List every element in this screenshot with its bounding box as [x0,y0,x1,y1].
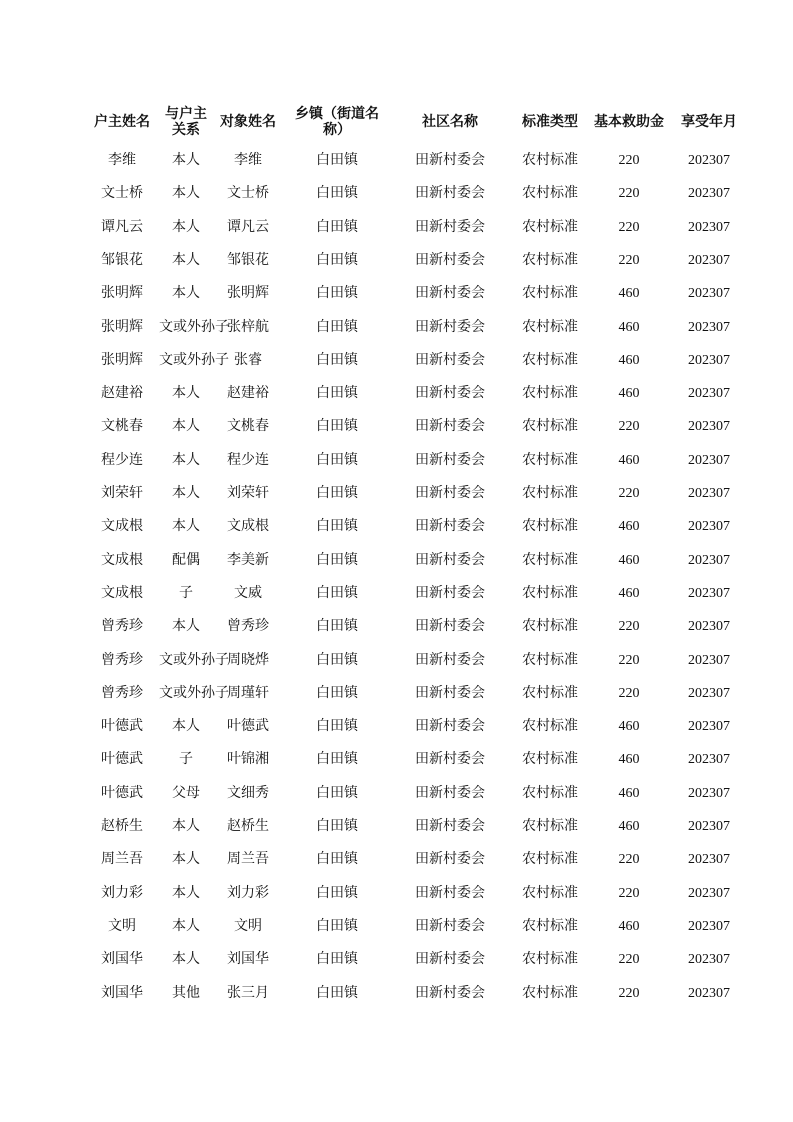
cell-community: 田新村委会 [415,285,485,302]
cell-standard-type: 农村标准 [522,884,578,901]
cell-household-head: 叶德武 [101,751,143,768]
cell-standard-type: 农村标准 [522,584,578,601]
cell-basic-assistance: 460 [618,552,640,568]
cell-period: 202307 [688,952,730,968]
cell-relation: 本人 [172,818,200,834]
cell-township: 白田镇 [316,784,358,801]
cell-relation: 本人 [172,218,200,235]
cell-relation: 本人 [172,185,200,202]
cell-township: 白田镇 [316,418,358,435]
cell-period: 202307 [688,585,730,601]
cell-recipient-name: 文细秀 [227,784,269,801]
cell-basic-assistance: 460 [618,719,640,735]
cell-basic-assistance: 460 [618,819,640,834]
cell-period: 202307 [688,685,730,701]
cell-household-head: 文成根 [101,584,143,601]
cell-relation: 本人 [172,951,200,968]
cell-community: 田新村委会 [415,385,485,402]
cell-basic-assistance: 460 [618,785,640,801]
cell-period: 202307 [688,985,730,1001]
cell-community: 田新村委会 [415,818,485,834]
cell-community: 田新村委会 [415,551,485,568]
cell-relation: 本人 [172,451,200,468]
cell-household-head: 刘国华 [101,984,143,1001]
cell-basic-assistance: 460 [618,352,640,368]
cell-household-head: 文桃春 [101,418,143,435]
cell-recipient-name: 刘荣轩 [227,485,269,501]
cell-basic-assistance: 220 [618,652,640,668]
cell-basic-assistance: 220 [618,852,640,868]
cell-community: 田新村委会 [415,518,485,535]
cell-period: 202307 [688,719,730,735]
cell-relation: 文或外孙子 [159,651,229,668]
cell-period: 202307 [688,619,730,635]
cell-basic-assistance: 220 [618,153,640,168]
cell-community: 田新村委会 [415,651,485,668]
cell-recipient-name: 张三月 [227,984,269,1001]
cell-township: 白田镇 [316,818,358,834]
cell-relation: 本人 [172,718,200,735]
cell-relation: 本人 [172,917,200,934]
cell-township: 白田镇 [316,185,358,202]
cell-recipient-name: 刘国华 [227,951,269,968]
cell-standard-type: 农村标准 [522,651,578,668]
cell-standard-type: 农村标准 [522,418,578,435]
cell-township: 白田镇 [316,618,358,635]
cell-standard-type: 农村标准 [522,718,578,735]
cell-period: 202307 [688,519,730,535]
cell-township: 白田镇 [316,451,358,468]
cell-community: 田新村委会 [415,751,485,768]
cell-recipient-name: 李美新 [227,551,269,568]
cell-basic-assistance: 220 [618,219,640,235]
cell-township: 白田镇 [316,485,358,501]
cell-recipient-name: 谭凡云 [227,218,269,235]
cell-basic-assistance: 460 [618,752,640,768]
cell-period: 202307 [688,219,730,235]
cell-township: 白田镇 [316,251,358,268]
cell-period: 202307 [688,386,730,402]
cell-township: 白田镇 [316,385,358,402]
cell-standard-type: 农村标准 [522,818,578,834]
cell-township: 白田镇 [316,851,358,868]
cell-community: 田新村委会 [415,218,485,235]
cell-recipient-name: 刘力彩 [227,884,269,901]
cell-household-head: 张明辉 [101,351,143,368]
cell-household-head: 叶德武 [101,784,143,801]
cell-township: 白田镇 [316,718,358,735]
cell-community: 田新村委会 [415,618,485,635]
cell-recipient-name: 文桃春 [227,418,269,435]
cell-recipient-name: 张梓航 [227,318,269,335]
cell-township: 白田镇 [316,984,358,1001]
cell-community: 田新村委会 [415,884,485,901]
cell-recipient-name: 张明辉 [227,285,269,302]
cell-recipient-name: 邹银花 [227,251,269,268]
cell-township: 白田镇 [316,551,358,568]
cell-township: 白田镇 [316,584,358,601]
cell-township: 白田镇 [316,518,358,535]
cell-standard-type: 农村标准 [522,185,578,202]
cell-recipient-name: 程少连 [227,451,269,468]
cell-household-head: 张明辉 [101,318,143,335]
cell-standard-type: 农村标准 [522,285,578,302]
cell-standard-type: 农村标准 [522,984,578,1001]
cell-relation: 本人 [172,385,200,402]
cell-basic-assistance: 220 [618,419,640,435]
cell-recipient-name: 叶德武 [227,718,269,735]
cell-standard-type: 农村标准 [522,518,578,535]
cell-household-head: 刘力彩 [101,884,143,901]
cell-standard-type: 农村标准 [522,618,578,635]
cell-standard-type: 农村标准 [522,451,578,468]
cell-standard-type: 农村标准 [522,684,578,701]
cell-township: 白田镇 [316,884,358,901]
cell-period: 202307 [688,852,730,868]
cell-period: 202307 [688,252,730,268]
cell-basic-assistance: 220 [618,952,640,968]
cell-period: 202307 [688,419,730,435]
cell-recipient-name: 赵建裕 [227,385,269,402]
cell-household-head: 刘国华 [101,951,143,968]
cell-recipient-name: 曾秀珍 [227,618,269,635]
cell-relation: 文或外孙子 [159,351,229,368]
cell-basic-assistance: 460 [618,386,640,402]
cell-recipient-name: 赵桥生 [227,818,269,834]
cell-relation: 文或外孙子 [159,684,229,701]
cell-recipient-name: 李维 [234,152,262,168]
cell-period: 202307 [688,752,730,768]
cell-standard-type: 农村标准 [522,551,578,568]
cell-household-head: 周兰吾 [101,851,143,868]
cell-recipient-name: 周晓烨 [227,651,269,668]
cell-township: 白田镇 [316,951,358,968]
cell-period: 202307 [688,785,730,801]
cell-relation: 本人 [172,884,200,901]
cell-basic-assistance: 460 [618,286,640,302]
cell-recipient-name: 文明 [234,917,262,934]
cell-standard-type: 农村标准 [522,951,578,968]
cell-township: 白田镇 [316,318,358,335]
cell-relation: 子 [179,584,193,601]
cell-household-head: 文成根 [101,551,143,568]
cell-basic-assistance: 220 [618,252,640,268]
cell-community: 田新村委会 [415,584,485,601]
header-household-head: 户主姓名 [94,114,150,130]
cell-period: 202307 [688,819,730,834]
cell-basic-assistance: 220 [618,186,640,202]
cell-household-head: 张明辉 [101,285,143,302]
cell-township: 白田镇 [316,218,358,235]
cell-household-head: 李维 [108,152,136,168]
cell-relation: 本人 [172,251,200,268]
header-community: 社区名称 [422,114,478,130]
cell-period: 202307 [688,452,730,468]
cell-basic-assistance: 220 [618,885,640,901]
cell-standard-type: 农村标准 [522,318,578,335]
cell-period: 202307 [688,552,730,568]
cell-community: 田新村委会 [415,251,485,268]
cell-recipient-name: 叶锦湘 [227,751,269,768]
cell-household-head: 曾秀珍 [101,618,143,635]
cell-standard-type: 农村标准 [522,351,578,368]
cell-standard-type: 农村标准 [522,751,578,768]
cell-household-head: 谭凡云 [101,218,143,235]
header-basic-assistance: 基本救助金 [594,114,664,130]
cell-basic-assistance: 460 [618,519,640,535]
cell-community: 田新村委会 [415,851,485,868]
header-township: 乡镇（街道名称） [295,106,379,138]
cell-period: 202307 [688,319,730,335]
cell-relation: 本人 [172,518,200,535]
cell-relation: 其他 [172,984,200,1001]
cell-period: 202307 [688,918,730,934]
cell-standard-type: 农村标准 [522,251,578,268]
cell-relation: 本人 [172,152,200,168]
cell-period: 202307 [688,486,730,501]
cell-community: 田新村委会 [415,485,485,501]
cell-standard-type: 农村标准 [522,917,578,934]
cell-basic-assistance: 220 [618,985,640,1001]
cell-standard-type: 农村标准 [522,385,578,402]
cell-household-head: 曾秀珍 [101,651,143,668]
cell-recipient-name: 文成根 [227,518,269,535]
cell-community: 田新村委会 [415,185,485,202]
cell-period: 202307 [688,286,730,302]
cell-household-head: 程少连 [101,451,143,468]
cell-basic-assistance: 460 [618,452,640,468]
cell-relation: 本人 [172,418,200,435]
cell-community: 田新村委会 [415,318,485,335]
cell-township: 白田镇 [316,285,358,302]
cell-community: 田新村委会 [415,684,485,701]
cell-period: 202307 [688,885,730,901]
cell-relation: 本人 [172,285,200,302]
cell-recipient-name: 文士桥 [227,185,269,202]
cell-recipient-name: 周瑾轩 [227,684,269,701]
cell-relation: 本人 [172,851,200,868]
cell-household-head: 赵桥生 [101,818,143,834]
cell-community: 田新村委会 [415,984,485,1001]
cell-relation: 父母 [172,784,200,801]
cell-township: 白田镇 [316,751,358,768]
cell-standard-type: 农村标准 [522,784,578,801]
cell-period: 202307 [688,153,730,168]
cell-relation: 文或外孙子 [159,318,229,335]
cell-relation: 本人 [172,618,200,635]
cell-recipient-name: 张睿 [234,351,262,368]
cell-household-head: 文明 [108,917,136,934]
cell-community: 田新村委会 [415,917,485,934]
cell-standard-type: 农村标准 [522,851,578,868]
cell-township: 白田镇 [316,684,358,701]
cell-relation: 子 [179,751,193,768]
cell-community: 田新村委会 [415,351,485,368]
cell-standard-type: 农村标准 [522,218,578,235]
cell-basic-assistance: 220 [618,685,640,701]
cell-household-head: 曾秀珍 [101,684,143,701]
header-standard-type: 标准类型 [522,114,578,130]
cell-community: 田新村委会 [415,451,485,468]
cell-community: 田新村委会 [415,152,485,168]
cell-relation: 本人 [172,485,200,501]
cell-standard-type: 农村标准 [522,485,578,501]
cell-community: 田新村委会 [415,784,485,801]
cell-standard-type: 农村标准 [522,152,578,168]
cell-community: 田新村委会 [415,951,485,968]
cell-township: 白田镇 [316,917,358,934]
cell-community: 田新村委会 [415,718,485,735]
cell-household-head: 文成根 [101,518,143,535]
cell-basic-assistance: 220 [618,486,640,501]
cell-relation: 配偶 [172,551,200,568]
cell-recipient-name: 文威 [234,584,262,601]
cell-household-head: 文士桥 [101,185,143,202]
cell-community: 田新村委会 [415,418,485,435]
cell-period: 202307 [688,186,730,202]
cell-township: 白田镇 [316,651,358,668]
cell-recipient-name: 周兰吾 [227,851,269,868]
header-recipient-name: 对象姓名 [220,114,276,130]
cell-township: 白田镇 [316,351,358,368]
cell-basic-assistance: 460 [618,918,640,934]
cell-township: 白田镇 [316,152,358,168]
cell-basic-assistance: 220 [618,619,640,635]
cell-basic-assistance: 460 [618,319,640,335]
cell-period: 202307 [688,652,730,668]
header-relation: 与户主关系 [165,106,207,138]
cell-period: 202307 [688,352,730,368]
cell-household-head: 叶德武 [101,718,143,735]
cell-household-head: 赵建裕 [101,385,143,402]
cell-household-head: 邹银花 [101,251,143,268]
cell-household-head: 刘荣轩 [101,485,143,501]
cell-basic-assistance: 460 [618,585,640,601]
header-period: 享受年月 [681,114,737,130]
